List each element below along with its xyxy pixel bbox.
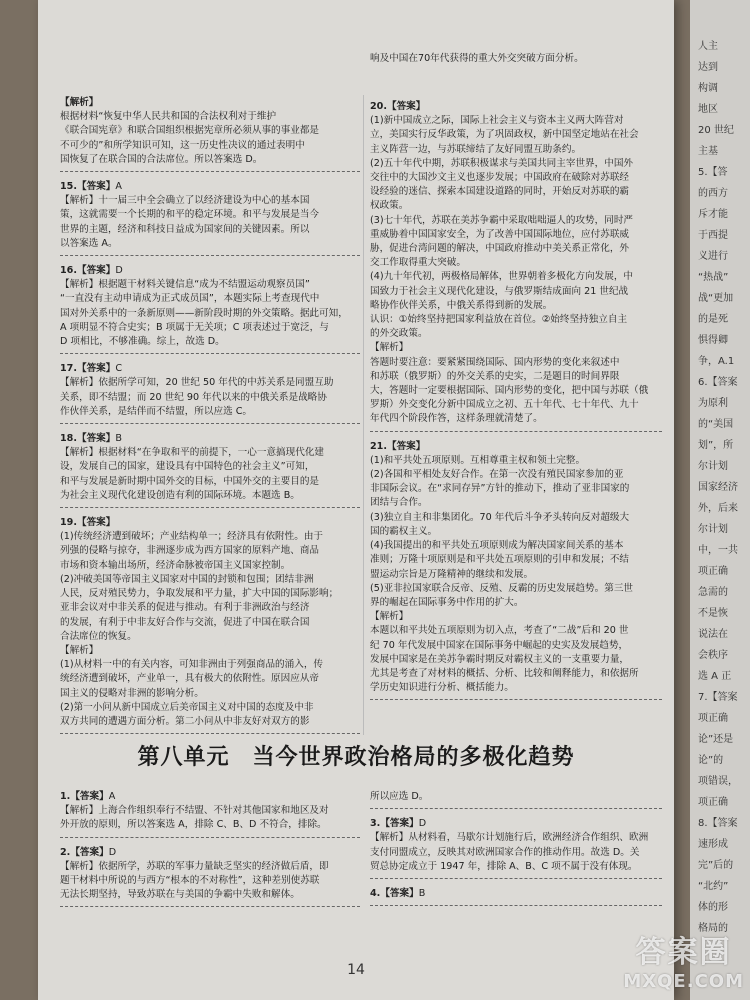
next-page-fragment: 主基 — [698, 146, 718, 157]
text-line: 年代四个阶段作答，这样条理就清楚了。 — [370, 413, 543, 425]
text-line: 发展中国家是在美苏争霸时期反对霸权主义的一支重要力量， — [370, 653, 630, 665]
answer-choice: D — [418, 818, 427, 830]
text-line: 关系，即不结盟；而 20 世纪 90 年代以来的中俄关系是战略协 — [60, 391, 327, 403]
next-page-fragment: 的西方 — [698, 188, 728, 199]
next-page-fragment: 8.【答案 — [698, 818, 738, 829]
answer-item — [60, 264, 360, 354]
text-line: 认识：①始终坚持把国家利益放在首位。②始终坚持独立自主 — [370, 314, 628, 326]
next-page-fragment: 不是恢 — [698, 608, 728, 619]
next-page-fragment: 体的形 — [698, 902, 728, 913]
next-page-fragment: 5.【答 — [698, 167, 728, 178]
text-line: 亚非会议对中非关系的促进与推动。有利于非洲政治与经济 — [60, 602, 310, 614]
answer-header — [60, 264, 360, 278]
text-line: (2)各国和平相处友好合作。在第一次没有殖民国家参加的亚 — [370, 469, 624, 481]
dashed-separator — [370, 431, 662, 432]
bottom-left-column — [60, 790, 360, 915]
text-line: 市场和资本输出场所，经济命脉被帝国主义国家控制。 — [60, 559, 291, 571]
text-line: 【解析】 — [60, 644, 99, 656]
text-line: 贸总协定成立于 1947 年，排除 A、B、C 项不属于没有体现。 — [370, 860, 638, 872]
text-line: 盟运动宗旨是万隆精神的继续和发展。 — [370, 568, 534, 580]
next-page-fragment: 构调 — [698, 83, 718, 94]
text-line: 的外交政策。 — [370, 328, 428, 340]
text-line: 权政策。 — [370, 200, 409, 212]
text-line: 国对外关系中的一条新原则——新阶段时期的外交策略。据此可知， — [60, 307, 348, 319]
answer-choice: B — [115, 433, 122, 445]
text-line: 列强的侵略与掠夺，非洲逐步成为西方国家的原料产地、商品 — [60, 545, 320, 557]
text-line: 以答案选 A。 — [60, 237, 118, 249]
dashed-separator — [60, 837, 360, 838]
text-line: 界的崛起在国际事务中作用的扩大。 — [370, 596, 524, 608]
unit-title: 第八单元 当今世界政治格局的多极化趋势 — [137, 744, 575, 770]
site-watermark — [623, 927, 744, 992]
next-page-fragment: 义进行 — [698, 251, 728, 262]
next-page-fragment: “北约” — [698, 881, 729, 892]
text-line: 设，发展自己的国家，建设具有中国特色的社会主义”可知， — [60, 461, 315, 473]
next-page-fragment: 尔计划 — [698, 524, 728, 535]
text-line: 国致力于社会主义现代化建设，与俄罗斯结成面向 21 世纪战 — [370, 285, 629, 297]
text-line: (1)新中国成立之际，国际上社会主义与资本主义两大阵营对 — [370, 115, 624, 127]
answer-item — [370, 440, 662, 701]
next-page-fragment: 达到 — [698, 62, 718, 73]
answer-choice: D — [108, 846, 117, 858]
document-page — [38, 0, 674, 1000]
text-line: A 项明显不符合史实；B 项属于无关项；C 项表述过于宽泛，与 — [60, 321, 329, 333]
dashed-separator — [60, 255, 360, 256]
text-line: 【解析】上海合作组织奉行不结盟、不针对其他国家和地区及对 — [60, 805, 329, 817]
answer-header — [370, 440, 662, 454]
answer-item — [370, 887, 662, 906]
dashed-separator — [370, 905, 662, 906]
next-page-fragment: “热战” — [698, 272, 729, 283]
text-line: 国的霸权主义。 — [370, 525, 438, 537]
text-line: (1)传统经济遭到破坏；产业结构单一；经济具有依附性。由于 — [60, 531, 324, 543]
watermark-logo-text: 答案圈 — [635, 935, 732, 970]
bottom-right-column — [370, 790, 662, 914]
text-line: (3)独立自主和非集团化。70 年代后斗争矛头转向反对超级大 — [370, 511, 630, 523]
next-page-fragment: 格局的 — [698, 923, 728, 934]
text-line: 纪 70 年代发展中国家在国际事务中崛起的史实及发展趋势， — [370, 639, 629, 651]
text-line: 交工作取得重大突破。 — [370, 257, 466, 269]
next-page-fragment: 选 A 正 — [698, 671, 732, 682]
answer-item — [60, 432, 360, 508]
next-page-fragment: 会秩序 — [698, 650, 728, 661]
dashed-separator — [60, 423, 360, 424]
next-page-fragment: 地区 — [698, 104, 718, 115]
text-line: 《联合国宪章》和联合国组织根据宪章所必须从事的事业都是 — [60, 125, 320, 137]
answer-item — [60, 790, 360, 838]
answer-item — [60, 180, 360, 256]
text-line: 根据材料“恢复中华人民共和国的合法权利对于维护 — [60, 111, 277, 123]
next-page-fragment: 的是死 — [698, 314, 728, 325]
dashed-separator — [60, 507, 360, 508]
next-page-fragment: 项正确 — [698, 566, 728, 577]
text-line: 【解析】从材料看，马歇尔计划施行后，欧洲经济合作组织、欧洲 — [370, 832, 649, 844]
text-line: 罗斯）外交变化分新中国成立之初、五十年代、七十年代、九十 — [370, 399, 639, 411]
next-page-fragment: 项正确 — [698, 797, 728, 808]
text-line: (2)冲破美国等帝国主义国家对中国的封锁和包围；团结非洲 — [60, 573, 314, 585]
answer-item — [60, 96, 360, 172]
text-line: (4)九十年代初，两极格局解体，世界朝着多极化方向发展，中 — [370, 271, 634, 283]
dashed-separator — [60, 353, 360, 354]
text-line: 非国际会议。在“求同存异”方针的推动下，推动了亚非国家的 — [370, 483, 630, 495]
answer-label: 15.【答案】 — [60, 181, 116, 193]
continuation-line: 响及中国在70年代获得的重大外交突破方面分析。 — [370, 53, 584, 64]
answer-item — [370, 100, 662, 432]
text-line: 略协作伙伴关系，中俄关系得到新的发展。 — [370, 299, 553, 311]
left-column — [60, 96, 360, 742]
next-page-fragment: 6.【答案 — [698, 377, 738, 388]
text-line: 支付同盟成立，反映其对欧洲国家合作的推动作用。故选 D。关 — [370, 846, 640, 858]
text-line: (2)五十年代中期，苏联积极谋求与美国共同主宰世界，中国外 — [370, 157, 634, 169]
next-page-fragment: 的“美国 — [698, 419, 734, 430]
answer-item — [60, 516, 360, 734]
answer-label: 16.【答案】 — [60, 265, 116, 277]
answer-item — [370, 790, 662, 809]
text-line: 尤其是考查了对材料的概括、分析、比较和阐释能力，和依据所 — [370, 667, 639, 679]
dashed-separator — [370, 808, 662, 809]
answer-choice: C — [115, 363, 123, 375]
text-line: 【解析】根据题干材料关键信息“成为不结盟运动观察员国” — [60, 279, 310, 291]
next-page-fragment: 为原利 — [698, 398, 728, 409]
column-divider — [363, 95, 364, 735]
next-page-fragment: 7.【答案 — [698, 692, 738, 703]
text-line: 重威胁着中国国家安全，为了改善中国国际地位，应付苏联威 — [370, 228, 630, 240]
text-line: 立，美国实行反华政策，为了巩固政权，新中国坚定地站在社会 — [370, 129, 639, 141]
text-line: 【解析】根据材料“在争取和平的前提下，一心一意搞现代化建 — [60, 447, 325, 459]
answer-label: 21.【答案】 — [370, 440, 426, 452]
next-page-fragment: 完”后的 — [698, 860, 734, 871]
text-line: D 项相比，不够准确。综上，故选 D。 — [60, 336, 225, 348]
next-page-fragment: 人主 — [698, 41, 718, 52]
next-page-fragment: 说法在 — [698, 629, 728, 640]
next-page-fragment: 尔计划 — [698, 461, 728, 472]
next-page-edge — [690, 0, 750, 1000]
text-line: 作伙伴关系，是结伴而不结盟，所以应选 C。 — [60, 405, 253, 417]
next-page-fragment: 论”还是 — [698, 734, 734, 745]
text-line: 和平与发展是新时期中国外交的目标，中国外交的主要目的是 — [60, 475, 320, 487]
text-line: 和苏联（俄罗斯）的外交关系的史实，二是题目的时间界限 — [370, 370, 620, 382]
next-page-fragment: 战“更加 — [698, 293, 734, 304]
answer-item — [370, 817, 662, 879]
answer-label: 1.【答案】 — [60, 791, 109, 802]
text-line: 主义阵营一边，与苏联缔结了友好同盟互助条约。 — [370, 143, 582, 155]
text-line: 交往中的大国沙文主义也逐步发展；中国政府在破除对苏联经 — [370, 172, 630, 184]
text-line: 【解析】 — [370, 611, 409, 623]
answer-header — [370, 817, 662, 831]
text-line: 为社会主义现代化建设创造有利的国际环境。本题选 B。 — [60, 489, 300, 501]
text-line: 所以应选 D。 — [370, 791, 429, 802]
answer-header — [370, 100, 662, 114]
text-line: 团结与合作。 — [370, 497, 428, 509]
text-line: 人民，反对殖民势力，争取发展和平力量，扩大中国的国际影响； — [60, 588, 339, 600]
next-page-fragment: 划”，所 — [698, 440, 734, 451]
text-line: 双方共同的遭遇方面分析。第二小问从中非友好对双方的影 — [60, 715, 310, 727]
next-page-fragment: 项错误， — [698, 776, 738, 787]
answer-label: 20.【答案】 — [370, 101, 426, 112]
watermark-url: MXQE.COM — [623, 971, 744, 992]
answer-header — [60, 516, 360, 530]
text-line: 不可少的”和所学知识可知，这一历史性决议的通过表明中 — [60, 139, 305, 151]
text-line: 策，这就需要一个长期的和平的稳定环境。和平与发展是当今 — [60, 209, 320, 221]
answer-choice: A — [108, 791, 116, 802]
dashed-separator — [60, 171, 360, 172]
answer-header — [60, 96, 360, 110]
next-page-fragment: 斥才能 — [698, 209, 728, 220]
text-line: (1)和平共处五项原则。互相尊重主权和领土完整。 — [370, 454, 586, 466]
dashed-separator — [60, 906, 360, 907]
text-line: 设经验的迷信、探索本国建设道路的同时，开始反对苏联的霸 — [370, 186, 630, 198]
answer-item — [60, 846, 360, 908]
text-line: 胁，促进台湾问题的解决，中国政府推动中美关系正常化，外 — [370, 243, 630, 255]
text-line: “一直没有主动申请成为正式成员国”，本题实际上考查现代中 — [60, 293, 320, 305]
text-line: (2)第一小问从新中国成立后美帝国主义对中国的态度及中非 — [60, 701, 314, 713]
next-page-fragment: 外，后来 — [698, 503, 738, 514]
dashed-separator — [60, 733, 360, 734]
answer-header — [60, 846, 360, 860]
next-page-fragment: 于西提 — [698, 230, 728, 241]
top-right-continuation — [370, 52, 662, 66]
text-line: 题干材料中所说的与西方“根本的不对称性”，这种差别使苏联 — [60, 875, 320, 887]
answer-choice: D — [115, 265, 123, 277]
answer-header — [60, 790, 360, 804]
next-page-fragment: 论”的 — [698, 755, 724, 766]
answer-label: 18.【答案】 — [60, 433, 116, 445]
next-page-fragment: 急需的 — [698, 587, 728, 598]
text-line: 外开放的原则，所以答案选 A，排除 C、B、D 不符合，排除。 — [60, 819, 327, 831]
answer-label: 17.【答案】 — [60, 363, 116, 375]
text-line: (5)亚非拉国家联合反帝、反殖、反霸的历史发展趋势。第三世 — [370, 582, 634, 594]
next-page-fragment: 项正确 — [698, 713, 728, 724]
next-page-fragment: 20 世纪 — [698, 125, 734, 136]
dashed-separator — [370, 699, 662, 700]
text-line: 学历史知识进行分析、概括能力。 — [370, 682, 514, 694]
text-line: 大，答题时一定要根据国际、国内形势的变化，把中国与苏联（俄 — [370, 385, 649, 397]
right-column — [370, 100, 662, 708]
answer-label: 19.【答案】 — [60, 517, 116, 529]
answer-label: 【解析】 — [60, 97, 99, 108]
text-line: 答题时要注意：要紧紧围绕国际、国内形势的变化来叙述中 — [370, 356, 620, 368]
page-number: 14 — [347, 962, 365, 978]
text-line: (3)七十年代，苏联在美苏争霸中采取咄咄逼人的攻势，同时严 — [370, 214, 634, 226]
next-page-fragment: 惧得卿 — [698, 335, 728, 346]
text-line: 无法长期坚持，导致苏联在与美国的争霸中失败和解体。 — [60, 889, 300, 901]
text-line: 合法席位的恢复。 — [60, 630, 137, 642]
next-page-fragment: 中，一共 — [698, 545, 738, 556]
text-line: 本题以和平共处五项原则为切入点，考查了“二战”后和 20 世 — [370, 625, 629, 637]
text-line: 统经济遭到破坏，产业单一，具有极大的依附性。原因应从帝 — [60, 673, 320, 685]
answer-label: 4.【答案】 — [370, 888, 419, 900]
text-line: 准则；万隆十项原则是和平共处五项原则的引申和发展；不结 — [370, 554, 630, 566]
next-page-fragment: 速形成 — [698, 839, 728, 850]
next-page-fragment: 国家经济 — [698, 482, 738, 493]
text-line: (4)我国提出的和平共处五项原则成为解决国家间关系的基本 — [370, 540, 624, 552]
answer-choice: A — [115, 181, 122, 193]
next-page-fragment: 争，A.1 — [698, 356, 735, 367]
answer-header — [60, 362, 360, 376]
answer-label: 2.【答案】 — [60, 846, 109, 858]
answer-label: 3.【答案】 — [370, 818, 419, 830]
text-line: 【解析】依据所学可知，20 世纪 50 年代的中苏关系是同盟互助 — [60, 377, 334, 389]
dashed-separator — [370, 878, 662, 879]
text-line: 国主义的侵略对非洲的影响分析。 — [60, 687, 204, 699]
text-line: (1)从材料一中的有关内容，可知非洲由于列强商品的涌入，传 — [60, 659, 324, 671]
text-line: 【解析】十一届三中全会确立了以经济建设为中心的基本国 — [60, 195, 310, 207]
text-line: 的发展，有利于中非友好合作与交流，促进了中国在联合国 — [60, 616, 310, 628]
answer-choice: B — [418, 888, 426, 900]
text-line: 【解析】 — [370, 342, 409, 354]
answer-item — [60, 362, 360, 424]
text-line: 世界的主题，经济和科技日益成为国家间的关键因素。所以 — [60, 223, 310, 235]
answer-header — [60, 180, 360, 194]
text-line: 国恢复了在联合国的合法席位。所以答案选 D。 — [60, 153, 263, 165]
answer-header — [60, 432, 360, 446]
answer-header — [370, 887, 662, 901]
text-line: 【解析】依据所学，苏联的军事力量缺乏坚实的经济做后盾，即 — [60, 860, 329, 872]
